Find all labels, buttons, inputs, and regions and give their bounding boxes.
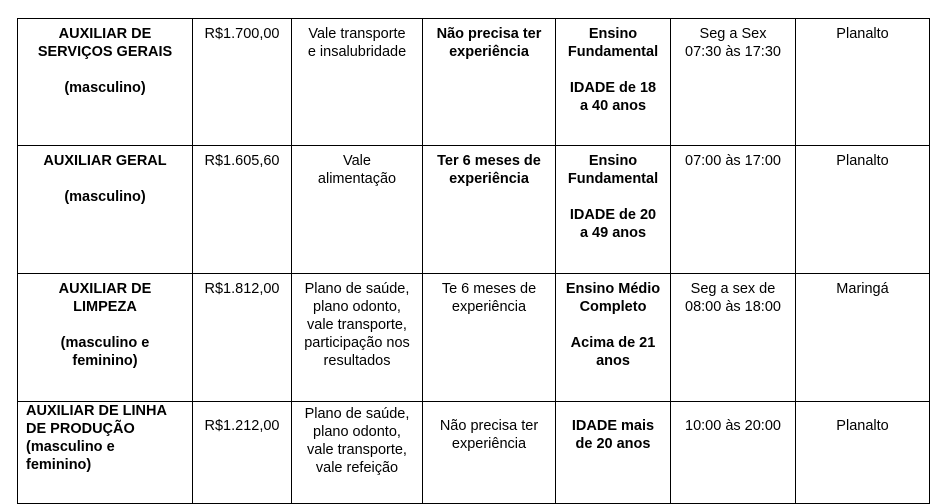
cell-text-line: participação nos: [304, 335, 410, 351]
cell-text-line: Plano de saúde,: [304, 281, 410, 297]
spacer: [561, 316, 665, 334]
cell-text-line: 10:00 às 20:00: [685, 418, 781, 434]
schedule-cell: [671, 19, 796, 146]
education-cell: [556, 146, 671, 274]
table-row: [18, 146, 930, 274]
cell-text-line: AUXILIAR DE: [58, 281, 152, 297]
salary-cell: R$1.605,60: [193, 146, 292, 274]
cell-text-line: Não precisa ter: [439, 418, 539, 434]
experience-cell: [423, 402, 556, 504]
cell-text-line: a 40 anos: [579, 98, 647, 114]
cell-text-line: experiência: [449, 44, 529, 60]
cell-text-line: anos: [596, 353, 630, 369]
cell-text-line: feminino): [72, 353, 138, 369]
cell-text-line: DE PRODUÇÃO: [26, 421, 135, 437]
cell-text-line: Ter 6 meses de: [437, 153, 541, 169]
cell-text-line: experiência: [451, 299, 527, 315]
cell-text-line: feminino): [26, 457, 92, 473]
job-title-cell: [18, 19, 193, 146]
cell-text-line: (masculino): [64, 80, 146, 96]
salary-cell: R$1.212,00: [193, 402, 292, 504]
cell-text-line: de 20 anos: [575, 436, 651, 452]
cell-text-line: vale transporte,: [307, 317, 407, 333]
cell-text-line: AUXILIAR GERAL: [43, 153, 167, 169]
location-cell: Maringá: [796, 274, 930, 402]
benefits-cell: [292, 19, 423, 146]
cell-text-line: plano odonto,: [313, 424, 401, 440]
spacer: [561, 61, 665, 79]
location-cell: Planalto: [796, 146, 930, 274]
table-row: [18, 402, 930, 504]
cell-text-line: 07:30 às 17:30: [685, 44, 781, 60]
schedule-cell: [671, 274, 796, 402]
cell-text-line: IDADE de 18: [569, 80, 657, 96]
education-cell: [556, 274, 671, 402]
cell-text-line: LIMPEZA: [73, 299, 137, 315]
experience-cell: [423, 19, 556, 146]
cell-text-line: Fundamental: [567, 44, 659, 60]
cell-text-line: (masculino): [64, 189, 146, 205]
location-cell: Planalto: [796, 402, 930, 504]
cell-text-line: IDADE mais: [571, 418, 655, 434]
cell-text-line: experiência: [449, 171, 529, 187]
cell-text-line: AUXILIAR DE: [58, 26, 152, 42]
education-cell: [556, 19, 671, 146]
cell-text-line: Te 6 meses de: [441, 281, 537, 297]
schedule-cell: [671, 146, 796, 274]
cell-text-line: a 49 anos: [579, 225, 647, 241]
job-listings-body: [18, 19, 930, 504]
job-listings-table: [17, 18, 930, 504]
table-row: [18, 274, 930, 402]
salary-cell: R$1.700,00: [193, 19, 292, 146]
salary-cell: R$1.812,00: [193, 274, 292, 402]
cell-text-line: Vale transporte: [308, 26, 406, 42]
schedule-cell: [671, 402, 796, 504]
cell-text-line: vale transporte,: [307, 442, 407, 458]
cell-text-line: Acima de 21: [570, 335, 656, 351]
experience-cell: [423, 274, 556, 402]
cell-text-line: resultados: [323, 353, 391, 369]
education-cell: [556, 402, 671, 504]
table-row: [18, 19, 930, 146]
cell-text-line: Vale: [343, 153, 371, 169]
job-title-cell: [18, 274, 193, 402]
cell-text-line: vale refeição: [315, 460, 399, 476]
cell-text-line: Seg a sex de: [690, 281, 776, 297]
cell-text-line: Completo: [579, 299, 647, 315]
benefits-cell: [292, 402, 423, 504]
experience-cell: [423, 146, 556, 274]
spacer: [23, 61, 187, 79]
cell-text-line: e insalubridade: [307, 44, 407, 60]
cell-text-line: Não precisa ter: [436, 26, 542, 42]
cell-text-line: 08:00 às 18:00: [685, 299, 781, 315]
cell-text-line: experiência: [451, 436, 527, 452]
job-title-cell: [18, 402, 193, 504]
cell-text-line: Ensino: [588, 153, 638, 169]
cell-text-line: AUXILIAR DE LINHA: [26, 403, 167, 419]
cell-text-line: IDADE de 20: [569, 207, 657, 223]
cell-text-line: Plano de saúde,: [304, 406, 410, 422]
spacer: [23, 170, 187, 188]
benefits-cell: [292, 274, 423, 402]
cell-text-line: alimentação: [317, 171, 397, 187]
cell-text-line: Ensino Médio: [565, 281, 661, 297]
cell-text-line: Ensino: [588, 26, 638, 42]
spacer: [23, 316, 187, 334]
cell-text-line: (masculino e: [26, 439, 115, 455]
cell-text-line: SERVIÇOS GERAIS: [37, 44, 173, 60]
benefits-cell: [292, 146, 423, 274]
cell-text-line: plano odonto,: [313, 299, 401, 315]
cell-text-line: Fundamental: [567, 171, 659, 187]
cell-text-line: Seg a Sex: [699, 26, 767, 42]
cell-text-line: (masculino e: [60, 335, 150, 351]
spacer: [561, 188, 665, 206]
job-title-cell: [18, 146, 193, 274]
location-cell: Planalto: [796, 19, 930, 146]
cell-text-line: 07:00 às 17:00: [685, 153, 781, 169]
